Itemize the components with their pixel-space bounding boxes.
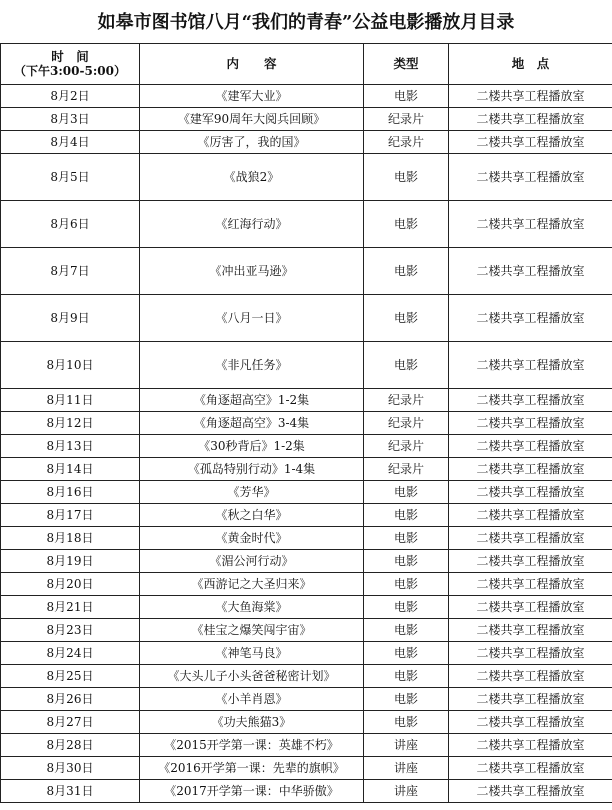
row-type: 电影: [364, 550, 449, 573]
table-row: [1, 642, 612, 665]
row-type: 纪录片: [364, 389, 449, 412]
row-date: 8月12日: [1, 412, 140, 435]
row-date: 8月23日: [1, 619, 140, 642]
row-date: 8月20日: [1, 573, 140, 596]
table-row: [1, 342, 612, 389]
row-content: 《八月一日》: [140, 295, 364, 342]
row-date: 8月28日: [1, 734, 140, 757]
row-type: 电影: [364, 527, 449, 550]
table-row: [1, 757, 612, 780]
row-place: 二楼共享工程播放室: [449, 248, 612, 295]
table-row: [1, 573, 612, 596]
row-type: 讲座: [364, 780, 449, 803]
row-place: 二楼共享工程播放室: [449, 619, 612, 642]
row-content: 《功夫熊猫3》: [140, 711, 364, 734]
row-place: 二楼共享工程播放室: [449, 642, 612, 665]
row-type: 纪录片: [364, 458, 449, 481]
row-date: 8月19日: [1, 550, 140, 573]
table-row: [1, 458, 612, 481]
table-row: [1, 248, 612, 295]
row-content: 《红海行动》: [140, 201, 364, 248]
row-place: 二楼共享工程播放室: [449, 85, 612, 108]
row-type: 电影: [364, 642, 449, 665]
schedule-table: [0, 43, 612, 803]
row-date: 8月24日: [1, 642, 140, 665]
table-header-row: [1, 44, 612, 85]
row-content: 《湄公河行动》: [140, 550, 364, 573]
row-place: 二楼共享工程播放室: [449, 596, 612, 619]
schedule-body: [1, 85, 612, 803]
row-content: 《孤岛特别行动》1-4集: [140, 458, 364, 481]
row-date: 8月11日: [1, 389, 140, 412]
table-row: [1, 154, 612, 201]
row-type: 电影: [364, 295, 449, 342]
row-place: 二楼共享工程播放室: [449, 412, 612, 435]
table-row: [1, 596, 612, 619]
row-content: 《非凡任务》: [140, 342, 364, 389]
table-row: [1, 504, 612, 527]
row-content: 《战狼2》: [140, 154, 364, 201]
row-place: 二楼共享工程播放室: [449, 295, 612, 342]
row-place: 二楼共享工程播放室: [449, 389, 612, 412]
row-content: 《2015开学第一课：英雄不朽》: [140, 734, 364, 757]
table-row: [1, 481, 612, 504]
row-date: 8月27日: [1, 711, 140, 734]
row-content: 《角逐超高空》1-2集: [140, 389, 364, 412]
row-date: 8月16日: [1, 481, 140, 504]
row-place: 二楼共享工程播放室: [449, 201, 612, 248]
table-row: [1, 688, 612, 711]
table-row: [1, 412, 612, 435]
row-place: 二楼共享工程播放室: [449, 504, 612, 527]
row-type: 电影: [364, 573, 449, 596]
row-date: 8月25日: [1, 665, 140, 688]
row-type: 电影: [364, 711, 449, 734]
row-place: 二楼共享工程播放室: [449, 711, 612, 734]
row-place: 二楼共享工程播放室: [449, 131, 612, 154]
table-row: [1, 550, 612, 573]
row-type: 电影: [364, 596, 449, 619]
row-content: 《建军90周年大阅兵回顾》: [140, 108, 364, 131]
row-date: 8月4日: [1, 131, 140, 154]
row-date: 8月6日: [1, 201, 140, 248]
table-row: [1, 85, 612, 108]
row-content: 《30秒背后》1-2集: [140, 435, 364, 458]
table-row: [1, 435, 612, 458]
row-type: 纪录片: [364, 131, 449, 154]
row-date: 8月14日: [1, 458, 140, 481]
row-date: 8月26日: [1, 688, 140, 711]
table-row: [1, 527, 612, 550]
row-place: 二楼共享工程播放室: [449, 757, 612, 780]
row-type: 电影: [364, 154, 449, 201]
table-row: [1, 665, 612, 688]
row-content: 《角逐超高空》3-4集: [140, 412, 364, 435]
row-date: 8月18日: [1, 527, 140, 550]
row-type: 电影: [364, 504, 449, 527]
row-date: 8月21日: [1, 596, 140, 619]
row-place: 二楼共享工程播放室: [449, 688, 612, 711]
row-type: 纪录片: [364, 108, 449, 131]
row-content: 《大头儿子小头爸爸秘密计划》: [140, 665, 364, 688]
row-place: 二楼共享工程播放室: [449, 665, 612, 688]
row-date: 8月31日: [1, 780, 140, 803]
row-content: 《黄金时代》: [140, 527, 364, 550]
row-type: 纪录片: [364, 412, 449, 435]
row-content: 《冲出亚马逊》: [140, 248, 364, 295]
row-place: 二楼共享工程播放室: [449, 154, 612, 201]
table-row: [1, 711, 612, 734]
row-type: 电影: [364, 85, 449, 108]
row-type: 电影: [364, 688, 449, 711]
row-content: 《厉害了，我的国》: [140, 131, 364, 154]
row-content: 《建军大业》: [140, 85, 364, 108]
row-date: 8月3日: [1, 108, 140, 131]
header-time-range: （下午3:00-5:00）: [14, 64, 126, 78]
table-row: [1, 108, 612, 131]
table-row: [1, 131, 612, 154]
document-title: 如皋市图书馆八月“我们的青春”公益电影播放月目录: [97, 12, 515, 33]
header-content: 内 容: [140, 44, 364, 85]
row-place: 二楼共享工程播放室: [449, 108, 612, 131]
header-type: 类型: [364, 44, 449, 85]
row-content: 《小羊肖恩》: [140, 688, 364, 711]
table-row: [1, 780, 612, 803]
row-type: 电影: [364, 481, 449, 504]
row-place: 二楼共享工程播放室: [449, 734, 612, 757]
row-place: 二楼共享工程播放室: [449, 780, 612, 803]
table-row: [1, 734, 612, 757]
table-row: [1, 295, 612, 342]
row-type: 讲座: [364, 757, 449, 780]
row-date: 8月30日: [1, 757, 140, 780]
row-content: 《秋之白华》: [140, 504, 364, 527]
row-place: 二楼共享工程播放室: [449, 458, 612, 481]
row-date: 8月10日: [1, 342, 140, 389]
row-content: 《2016开学第一课：先辈的旗帜》: [140, 757, 364, 780]
table-row: [1, 619, 612, 642]
row-content: 《桂宝之爆笑闯宇宙》: [140, 619, 364, 642]
row-date: 8月9日: [1, 295, 140, 342]
row-date: 8月5日: [1, 154, 140, 201]
header-time: [1, 44, 140, 85]
row-type: 电影: [364, 619, 449, 642]
row-type: 电影: [364, 342, 449, 389]
row-content: 《西游记之大圣归来》: [140, 573, 364, 596]
row-type: 纪录片: [364, 435, 449, 458]
row-type: 电影: [364, 201, 449, 248]
row-place: 二楼共享工程播放室: [449, 573, 612, 596]
row-type: 电影: [364, 665, 449, 688]
row-type: 电影: [364, 248, 449, 295]
header-time-label: 时 间: [51, 49, 89, 64]
row-date: 8月7日: [1, 248, 140, 295]
row-content: 《神笔马良》: [140, 642, 364, 665]
row-content: 《芳华》: [140, 481, 364, 504]
row-place: 二楼共享工程播放室: [449, 435, 612, 458]
row-date: 8月13日: [1, 435, 140, 458]
row-type: 讲座: [364, 734, 449, 757]
row-place: 二楼共享工程播放室: [449, 527, 612, 550]
row-content: 《2017开学第一课：中华骄傲》: [140, 780, 364, 803]
table-row: [1, 201, 612, 248]
table-row: [1, 389, 612, 412]
row-place: 二楼共享工程播放室: [449, 342, 612, 389]
row-place: 二楼共享工程播放室: [449, 550, 612, 573]
row-content: 《大鱼海棠》: [140, 596, 364, 619]
row-date: 8月2日: [1, 85, 140, 108]
row-place: 二楼共享工程播放室: [449, 481, 612, 504]
header-place: 地 点: [449, 44, 612, 85]
row-date: 8月17日: [1, 504, 140, 527]
